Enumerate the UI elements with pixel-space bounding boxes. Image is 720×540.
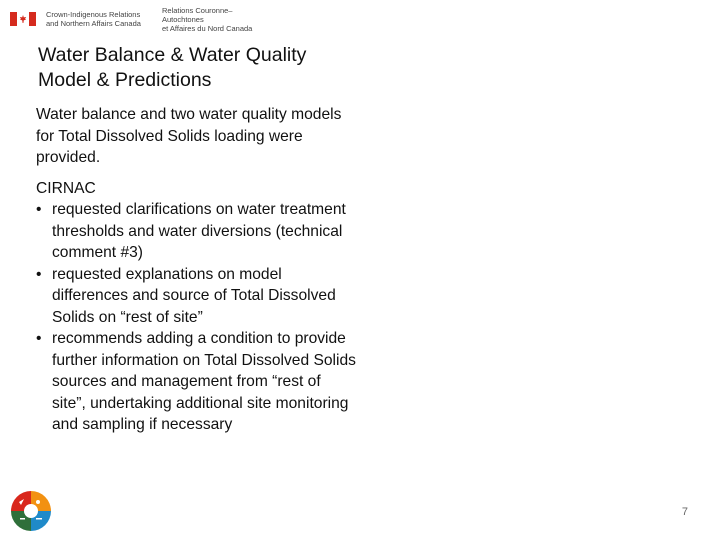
bullet-marker: • [36,265,42,283]
circular-logo-icon [8,490,54,532]
bullet-item [36,264,356,329]
slide-body [36,104,356,436]
bullet-item [36,199,356,264]
bullet-text: recommends adding a condition to provide further information on Total Dissolved Solids sources and management from “rest of site”, undertaking additional site monitoring and sampling if necessary [52,330,356,433]
page-number: 7 [681,506,688,518]
bullet-list [36,199,356,436]
bullet-marker: • [36,330,42,347]
department-name-french: Relations Couronne–Autochtones et Affaires du Nord Canada [162,5,253,33]
bullet-text: requested explanations on model differences and source of Total Dissolved Solids on “rest of site” [52,265,336,326]
bullet-marker: • [36,201,42,218]
government-header [10,5,272,33]
bullet-item [36,328,356,436]
bullet-text: requested clarifications on water treatment thresholds and water diversions (technical comment #3) [52,201,346,261]
department-name-english: Crown-Indigenous Relations and Northern Affairs Canada [46,10,141,28]
organization-label: CIRNAC [36,179,96,197]
intro-paragraph: Water balance and two water quality models for Total Dissolved Solids loading were provided. [36,106,342,166]
canada-flag-icon [10,12,36,26]
slide-title: Water Balance & Water Quality Model & Predictions [38,44,307,91]
